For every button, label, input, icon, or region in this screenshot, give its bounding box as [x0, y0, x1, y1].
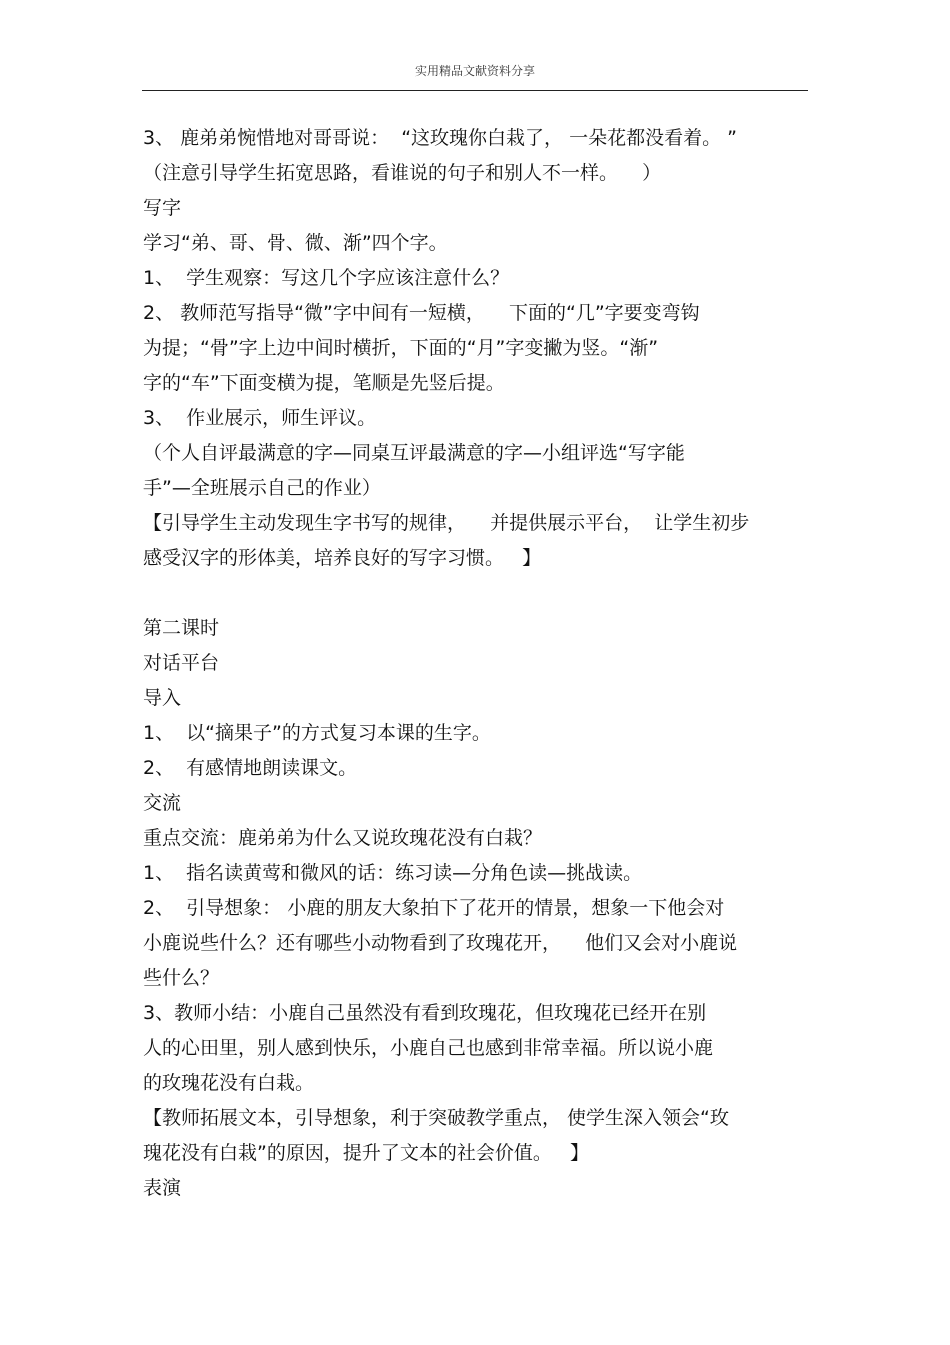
text-line: （个人自评最满意的字—同桌互评最满意的字—小组评选“写字能 [143, 442, 685, 464]
text-line: 感受汉字的形体美，培养良好的写字习惯。 】 [143, 547, 542, 569]
section-heading: 对话平台 [143, 652, 220, 674]
text-line: 重点交流：鹿弟弟为什么又说玫瑰花没有白栽？ [143, 827, 543, 849]
text-line: 1、 学生观察：写这几个字应该注意什么？ [143, 267, 510, 289]
text-line: 2、 有感情地朗读课文。 [143, 757, 358, 779]
text-line: 学习“弟、哥、骨、微、渐”四个字。 [143, 232, 448, 254]
text-line: 【教师拓展文本，引导想象，利于突破教学重点， 使学生深入领会“玫 [143, 1107, 729, 1129]
page-header: 实用精品文献资料分享 [414, 64, 535, 78]
document-body [143, 121, 811, 1206]
text-line: 2、 教师范写指导“微”字中间有一短横， 下面的“几”字要变弯钩 [143, 302, 700, 324]
lesson-heading: 第二课时 [143, 617, 220, 639]
paragraph-gap [143, 576, 811, 611]
section-heading: 写字 [143, 197, 182, 219]
section-heading: 导入 [143, 687, 182, 709]
text-line: （注意引导学生拓宽思路，看谁说的句子和别人不一样。 ） [143, 162, 662, 184]
text-line: 手”—全班展示自己的作业） [143, 477, 381, 499]
text-line: 字的“车”下面变横为提，笔顺是先竖后提。 [143, 372, 505, 394]
text-line: 人的心田里，别人感到快乐，小鹿自己也感到非常幸福。所以说小鹿 [143, 1037, 714, 1059]
section-heading: 交流 [143, 792, 182, 814]
section-heading: 表演 [143, 1177, 182, 1199]
text-line: 些什么？ [143, 967, 220, 989]
text-line: 的玫瑰花没有白栽。 [143, 1072, 315, 1094]
text-line: 2、 引导想象： 小鹿的朋友大象拍下了花开的情景，想象一下他会对 [143, 897, 725, 919]
text-line: 小鹿说些什么？还有哪些小动物看到了玫瑰花开， 他们又会对小鹿说 [143, 932, 738, 954]
text-line: 1、 以“摘果子”的方式复习本课的生字。 [143, 722, 491, 744]
text-line: 1、 指名读黄莺和微风的话：练习读—分角色读—挑战读。 [143, 862, 643, 884]
text-line: 3、 鹿弟弟惋惜地对哥哥说： “这玫瑰你白栽了， 一朵花都没看着。 ” [143, 127, 737, 149]
header-divider [142, 90, 808, 91]
text-line: 瑰花没有白栽”的原因，提升了文本的社会价值。 】 [143, 1142, 589, 1164]
text-line: 3、教师小结：小鹿自己虽然没有看到玫瑰花，但玫瑰花已经开在别 [143, 1002, 707, 1024]
text-line: 为提；“骨”字上边中间时横折，下面的“月”字变撇为竖。“渐” [143, 337, 659, 359]
text-line: 【引导学生主动发现生字书写的规律， 并提供展示平台， 让学生初步 [143, 512, 750, 534]
text-line: 3、 作业展示，师生评议。 [143, 407, 377, 429]
